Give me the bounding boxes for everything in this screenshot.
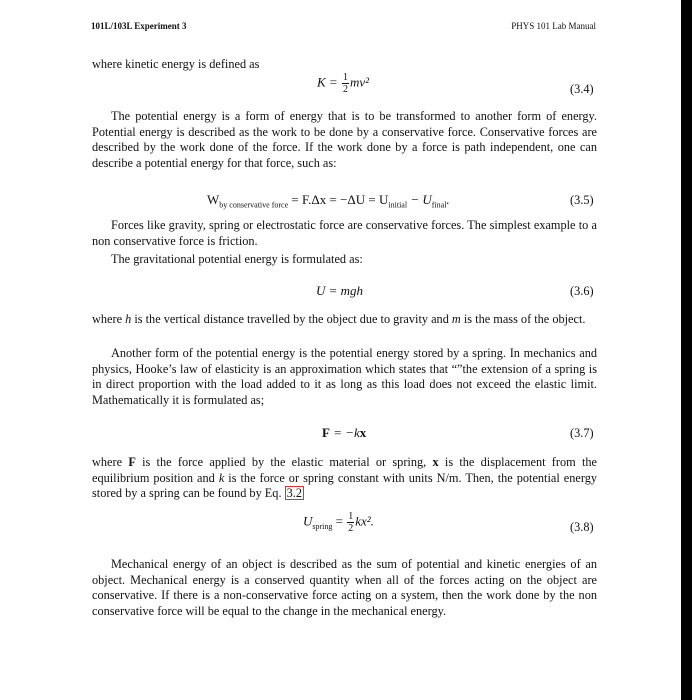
paragraph-h-and-m-definition: where h is the vertical distance travelled by the object due to gravity and m is the mass of the object. xyxy=(92,312,586,326)
equation-3-5: $W_{by conservative force} = F.\Delta x = -\Delta U = U_{initial} - U_{final}$. xyxy=(207,192,450,210)
equation-number-3-5: (3.5) xyxy=(570,193,594,207)
equation-3-8: $U_{spring}$ = $\frac{1}{2}$ kx². xyxy=(303,511,374,534)
equation-reference-link[interactable]: 3.2 xyxy=(286,486,302,500)
paragraph-spring-definitions: where F is the force applied by the elastic material or spring, x is the displacement from the equilibrium position and k is the force or spring constant with units N/m. Then, the potential energy stored by a spring can be found by Eq. 3.2 xyxy=(92,455,598,500)
paragraph-conservative-forces: Forces like gravity, spring or electrostatic force are conservative forces. The simplest example to a non conservative force is friction. xyxy=(92,218,597,248)
paragraph-gravitational-intro: The gravitational potential energy is formulated as: xyxy=(111,252,363,266)
equation-number-3-6: (3.6) xyxy=(570,284,594,298)
equation-number-3-7: (3.7) xyxy=(570,426,594,440)
paragraph-potential-energy: The potential energy is a form of energy that is to be transformed to another form of energy. Potential energy is described as the work to be done by a conservative force. Conservative forces are described by the work done of the force. If the work done by a force is path independent, one can describe a potential energy for that force, such as: xyxy=(92,109,597,170)
equation-number-3-4: (3.4) xyxy=(570,82,594,96)
paragraph-kinetic-intro: where kinetic energy is defined as xyxy=(92,57,260,71)
paragraph-hookes-law: Another form of the potential energy is the potential energy stored by a spring. In mechanics and physics, Hooke’s law of elasticity is an approximation which states that “”the extension of a spring is in direct proportion with the load added to it as long as this load does not exceed the elastic limit. Mathematically it is formulated as; xyxy=(92,346,597,407)
equation-3-7: F = −kx xyxy=(322,425,367,440)
equation-number-3-8: (3.8) xyxy=(570,520,594,534)
paragraph-mechanical-energy: Mechanical energy of an object is described as the sum of potential and kinetic energies of an object. Mechanical energy is a conserved quantity when all of the forces acting on the object are conservative. If there is a non-conservative force acting on a system, then the work done by the non conservative force will be equal to the change in the mechanical energy. xyxy=(92,557,597,618)
header-manual-title: PHYS 101 Lab Manual xyxy=(511,21,596,31)
equation-3-6: U = mgh xyxy=(316,283,364,298)
equation-3-4: K = $\frac{1}{2}$ mv² xyxy=(317,72,370,95)
header-experiment-label: 101L/103L Experiment 3 xyxy=(91,21,187,31)
